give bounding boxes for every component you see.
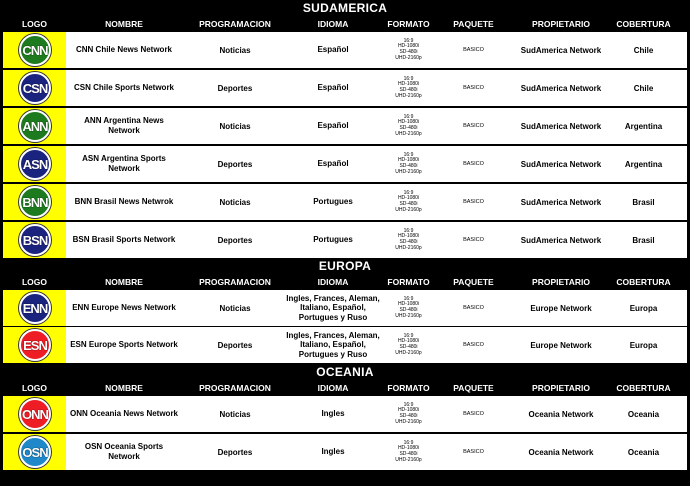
propietario-cell: SudAmerica Network xyxy=(520,83,602,93)
column-header-programacion: PROGRAMACION xyxy=(199,19,271,29)
channel-name: OSN Oceania Sports Network xyxy=(84,442,164,461)
table-row xyxy=(0,32,690,68)
programacion-cell: Deportes xyxy=(217,447,253,457)
formato-line: 16:9 xyxy=(403,151,414,158)
channel-logo-badge: ASN xyxy=(19,148,51,180)
channel-name: CSN Chile Sports Network xyxy=(73,83,174,92)
idioma-cell: Español xyxy=(317,121,349,131)
formato-line: SD-480i xyxy=(399,49,418,55)
table-row xyxy=(0,146,690,182)
idioma-cell: Español xyxy=(317,83,349,93)
formato-line: SD-480i xyxy=(399,201,418,207)
cobertura-cell: Europa xyxy=(629,340,658,350)
region-title: EUROPA xyxy=(318,259,372,273)
logo-cell xyxy=(3,32,66,68)
channel-logo-badge: ANN xyxy=(19,110,51,142)
formato-line: UHD-2160p xyxy=(395,349,422,356)
column-header-idioma: IDIOMA xyxy=(317,19,349,29)
cobertura-cell: Chile xyxy=(633,45,654,55)
channel-name: ANN Argentina News Network xyxy=(84,116,164,135)
formato-line: UHD-2160p xyxy=(395,312,422,319)
region-title: SUDAMERICA xyxy=(302,1,388,15)
channel-logo-badge: ESN xyxy=(19,329,51,361)
paquete-cell: BASICO xyxy=(463,123,484,129)
channel-name: BSN Brasil Sports Network xyxy=(72,235,176,244)
idioma-cell: Ingles xyxy=(321,447,345,457)
formato-line: UHD-2160p xyxy=(395,130,422,137)
channel-name: ASN Argentina Sports Network xyxy=(82,154,166,173)
paquete-cell: BASICO xyxy=(463,85,484,91)
formato-line: 16:9 xyxy=(403,189,414,196)
propietario-cell: Oceania Network xyxy=(528,409,594,419)
formato-line: SD-480i xyxy=(399,163,418,169)
formato-cell xyxy=(381,108,436,144)
formato-line: 16:9 xyxy=(403,401,414,408)
paquete-cell: BASICO xyxy=(463,449,484,455)
idioma-cell: Ingles, Frances, Aleman, Italiano, Español, Portugues y Ruso xyxy=(286,293,380,322)
channel-name: ONN Oceania News Network xyxy=(69,409,179,418)
channel-name: CNN Chile News Network xyxy=(75,45,173,54)
formato-line: UHD-2160p xyxy=(395,244,422,251)
table-row xyxy=(0,396,690,432)
propietario-cell: SudAmerica Network xyxy=(520,45,602,55)
programacion-cell: Noticias xyxy=(219,303,251,313)
idioma-cell: Portugues xyxy=(313,235,353,245)
formato-cell xyxy=(381,327,436,363)
idioma-cell: Ingles xyxy=(321,409,345,419)
column-header-formato: FORMATO xyxy=(387,277,430,287)
paquete-cell: BASICO xyxy=(463,237,484,243)
formato-line: HD-1080i xyxy=(397,195,420,202)
channel-logo-badge: ENN xyxy=(19,292,51,324)
formato-cell xyxy=(381,184,436,220)
paquete-cell: BASICO xyxy=(463,199,484,205)
table-row xyxy=(0,70,690,106)
channel-logo-badge: BSN xyxy=(19,224,51,256)
channel-logo-badge: CSN xyxy=(19,72,51,104)
cobertura-cell: Argentina xyxy=(624,121,663,131)
formato-line: SD-480i xyxy=(399,87,418,93)
channel-logo-badge: OSN xyxy=(19,436,51,468)
formato-line: HD-1080i xyxy=(397,157,420,164)
formato-line: HD-1080i xyxy=(397,233,420,240)
idioma-cell: Español xyxy=(317,159,349,169)
programacion-cell: Noticias xyxy=(219,45,251,55)
column-header-nombre: NOMBRE xyxy=(105,383,143,393)
formato-cell xyxy=(381,396,436,432)
channel-logo-badge: CNN xyxy=(19,34,51,66)
programacion-cell: Deportes xyxy=(217,340,253,350)
column-header-propietario: PROPIETARIO xyxy=(532,383,590,393)
formato-line: UHD-2160p xyxy=(395,168,422,175)
cobertura-cell: Oceania xyxy=(627,409,660,419)
column-header-paquete: PAQUETE xyxy=(453,19,494,29)
paquete-cell: BASICO xyxy=(463,411,484,417)
formato-line: HD-1080i xyxy=(397,301,420,308)
programacion-cell: Deportes xyxy=(217,159,253,169)
column-header-propietario: PROPIETARIO xyxy=(532,19,590,29)
column-header-row xyxy=(0,16,690,32)
formato-line: 16:9 xyxy=(403,113,414,120)
logo-cell xyxy=(3,222,66,258)
column-header-paquete: PAQUETE xyxy=(453,277,494,287)
paquete-cell: BASICO xyxy=(463,305,484,311)
formato-line: 16:9 xyxy=(403,439,414,446)
formato-cell xyxy=(381,434,436,470)
channel-logo-badge: BNN xyxy=(19,186,51,218)
formato-line: HD-1080i xyxy=(397,407,420,414)
programacion-cell: Noticias xyxy=(219,121,251,131)
logo-cell xyxy=(3,108,66,144)
formato-cell xyxy=(381,290,436,326)
formato-cell xyxy=(381,70,436,106)
propietario-cell: SudAmerica Network xyxy=(520,197,602,207)
formato-line: SD-480i xyxy=(399,451,418,457)
logo-cell xyxy=(3,70,66,106)
formato-line: HD-1080i xyxy=(397,43,420,50)
formato-cell xyxy=(381,32,436,68)
logo-cell xyxy=(3,290,66,326)
table-row xyxy=(0,290,690,326)
formato-line: HD-1080i xyxy=(397,119,420,126)
cobertura-cell: Chile xyxy=(633,83,654,93)
column-header-cobertura: COBERTURA xyxy=(616,277,671,287)
formato-line: 16:9 xyxy=(403,37,414,44)
formato-line: 16:9 xyxy=(403,295,414,302)
formato-line: HD-1080i xyxy=(397,81,420,88)
propietario-cell: SudAmerica Network xyxy=(520,121,602,131)
formato-line: SD-480i xyxy=(399,413,418,419)
channel-name: ESN Europe Sports Network xyxy=(70,340,178,349)
propietario-cell: Oceania Network xyxy=(528,447,594,457)
formato-line: 16:9 xyxy=(403,75,414,82)
paquete-cell: BASICO xyxy=(463,342,484,348)
cobertura-cell: Brasil xyxy=(632,197,655,207)
propietario-cell: SudAmerica Network xyxy=(520,159,602,169)
formato-line: SD-480i xyxy=(399,307,418,313)
column-header-cobertura: COBERTURA xyxy=(616,19,671,29)
column-header-row xyxy=(0,380,690,396)
column-header-idioma: IDIOMA xyxy=(317,383,349,393)
idioma-cell: Portugues xyxy=(313,197,353,207)
formato-line: SD-480i xyxy=(399,239,418,245)
logo-cell xyxy=(3,396,66,432)
channel-logo-badge: ONN xyxy=(19,398,51,430)
column-header-cobertura: COBERTURA xyxy=(616,383,671,393)
formato-line: UHD-2160p xyxy=(395,456,422,463)
table-row xyxy=(0,108,690,144)
formato-line: SD-480i xyxy=(399,344,418,350)
column-header-idioma: IDIOMA xyxy=(317,277,349,287)
channel-name: ENN Europe News Network xyxy=(72,303,176,312)
table-row xyxy=(0,327,690,363)
formato-cell xyxy=(381,146,436,182)
formato-line: UHD-2160p xyxy=(395,54,422,61)
column-header-programacion: PROGRAMACION xyxy=(199,383,271,393)
programacion-cell: Noticias xyxy=(219,409,251,419)
logo-cell xyxy=(3,146,66,182)
column-header-logo: LOGO xyxy=(21,383,48,393)
region-title: OCEANIA xyxy=(316,365,374,379)
column-header-logo: LOGO xyxy=(21,19,48,29)
propietario-cell: SudAmerica Network xyxy=(520,235,602,245)
paquete-cell: BASICO xyxy=(463,47,484,53)
cobertura-cell: Argentina xyxy=(624,159,663,169)
column-header-formato: FORMATO xyxy=(387,19,430,29)
programacion-cell: Noticias xyxy=(219,197,251,207)
column-header-nombre: NOMBRE xyxy=(105,277,143,287)
column-header-propietario: PROPIETARIO xyxy=(532,277,590,287)
logo-cell xyxy=(3,184,66,220)
table-row xyxy=(0,434,690,470)
cobertura-cell: Brasil xyxy=(632,235,655,245)
formato-line: 16:9 xyxy=(403,332,414,339)
programacion-cell: Deportes xyxy=(217,83,253,93)
column-header-paquete: PAQUETE xyxy=(453,383,494,393)
propietario-cell: Europe Network xyxy=(530,303,592,313)
formato-line: HD-1080i xyxy=(397,338,420,345)
column-header-logo: LOGO xyxy=(21,277,48,287)
formato-line: SD-480i xyxy=(399,125,418,131)
formato-line: UHD-2160p xyxy=(395,92,422,99)
idioma-cell: Español xyxy=(317,45,349,55)
column-header-nombre: NOMBRE xyxy=(105,19,143,29)
formato-line: HD-1080i xyxy=(397,445,420,452)
cobertura-cell: Europa xyxy=(629,303,658,313)
logo-cell xyxy=(3,327,66,363)
formato-line: UHD-2160p xyxy=(395,206,422,213)
column-header-row xyxy=(0,274,690,290)
column-header-formato: FORMATO xyxy=(387,383,430,393)
formato-line: 16:9 xyxy=(403,227,414,234)
logo-cell xyxy=(3,434,66,470)
cobertura-cell: Oceania xyxy=(627,447,660,457)
idioma-cell: Ingles, Frances, Aleman, Italiano, Español, Portugues y Ruso xyxy=(286,330,380,359)
formato-cell xyxy=(381,222,436,258)
paquete-cell: BASICO xyxy=(463,161,484,167)
formato-line: UHD-2160p xyxy=(395,418,422,425)
propietario-cell: Europe Network xyxy=(530,340,592,350)
channel-name: BNN Brasil News Netwrok xyxy=(74,197,174,206)
table-row xyxy=(0,184,690,220)
programacion-cell: Deportes xyxy=(217,235,253,245)
table-row xyxy=(0,222,690,258)
column-header-programacion: PROGRAMACION xyxy=(199,277,271,287)
